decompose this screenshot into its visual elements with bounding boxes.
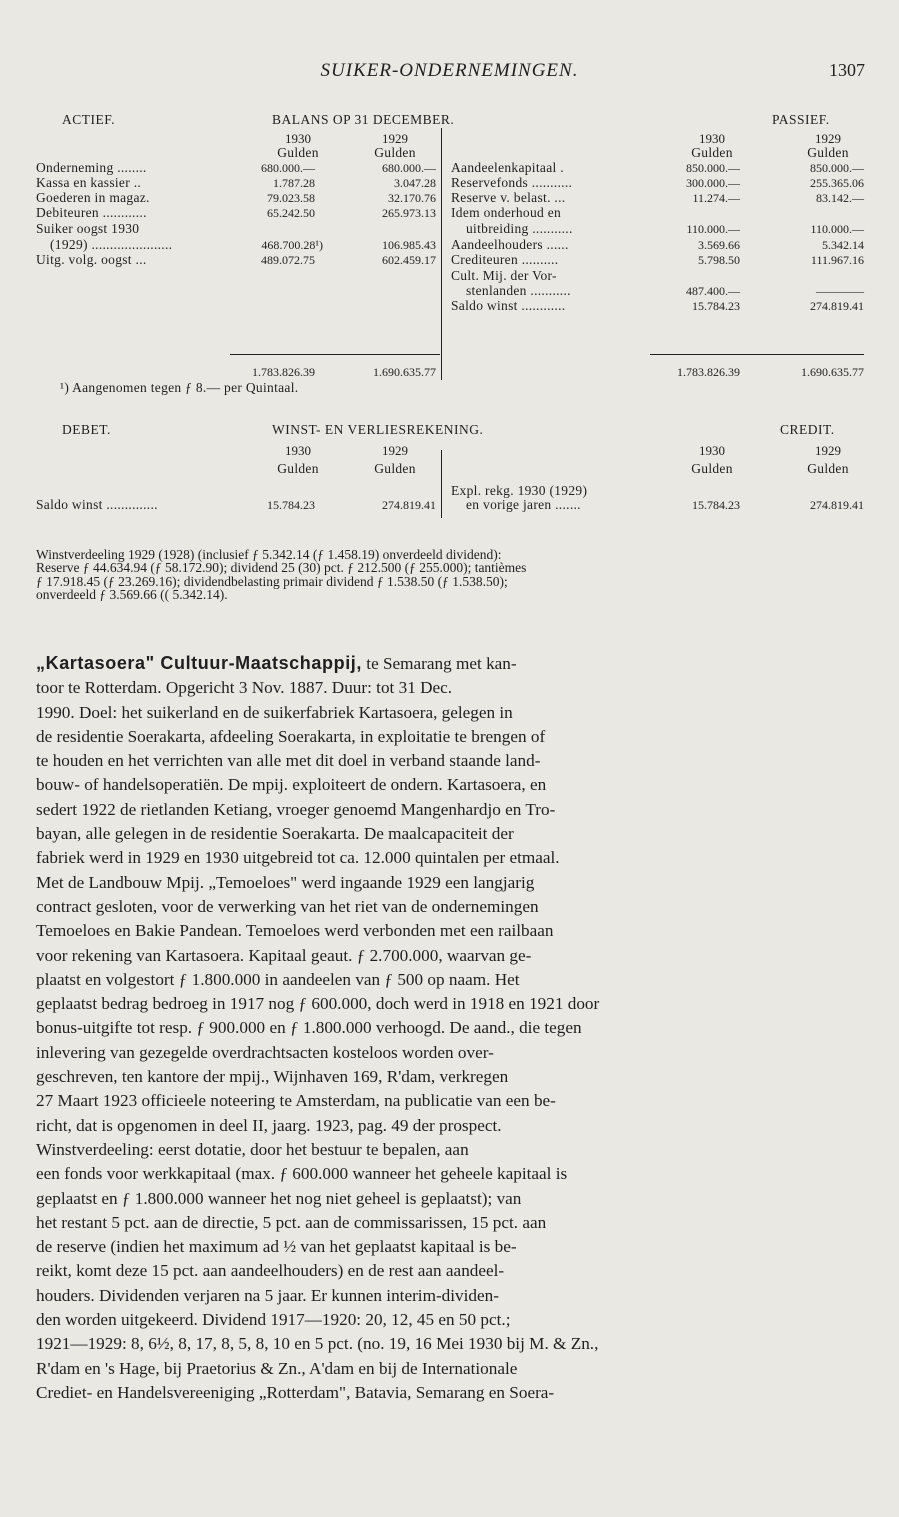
assets-total-1930: 1.783.826.39 bbox=[252, 365, 315, 379]
balance-divider bbox=[441, 128, 442, 380]
article-line: te houden en het verrichten van alle met dit doel in verband staande land- bbox=[36, 751, 541, 771]
article-line: toor te Rotterdam. Opgericht 3 Nov. 1887. Duur: tot 31 Dec. bbox=[36, 678, 453, 698]
assets-total-1929: 1.690.635.77 bbox=[373, 365, 436, 379]
liability-label: Cult. Mij. der Vor- bbox=[451, 268, 557, 283]
col-unit-right-2: Gulden bbox=[807, 145, 849, 160]
note-line: onverdeeld ƒ 3.569.66 (( 5.342.14). bbox=[36, 587, 228, 603]
pnl-title: WINST- EN VERLIESREKENING. bbox=[272, 422, 484, 437]
liability-1929: 850.000.— bbox=[810, 161, 864, 175]
liability-1929: 5.342.14 bbox=[822, 238, 864, 252]
asset-label: Uitg. volg. oogst ... bbox=[36, 252, 147, 267]
asset-label: Debiteuren ............ bbox=[36, 205, 147, 220]
liability-label: Reservefonds ........... bbox=[451, 175, 573, 190]
liability-label: Idem onderhoud en bbox=[451, 205, 562, 220]
article-line: bayan, alle gelegen in de residentie Soerakarta. De maalcapaciteit der bbox=[36, 824, 514, 844]
company-article bbox=[36, 651, 866, 1405]
asset-1930: 680.000.— bbox=[261, 161, 315, 175]
article-line: Winstverdeeling: eerst dotatie, door het bestuur te bepalen, aan bbox=[36, 1139, 469, 1159]
col-year-1930-left: 1930 bbox=[285, 131, 311, 146]
article-line: 1921—1929: 8, 6½, 8, 17, 8, 5, 8, 10 en 5 pct. (no. 19, 16 Mei 1930 bij M. & Zn., bbox=[36, 1334, 599, 1354]
asset-1929: 680.000.— bbox=[382, 161, 436, 175]
pnl-year-1930-right: 1930 bbox=[699, 443, 725, 458]
asset-label: Onderneming ........ bbox=[36, 160, 147, 175]
article-line: geschreven, ten kantore der mpij., Wijnhaven 169, R'dam, verkregen bbox=[36, 1067, 509, 1087]
actief-label: ACTIEF. bbox=[62, 112, 116, 127]
note-line: Winstverdeeling 1929 (1928) (inclusief ƒ 5.342.14 (ƒ 1.458.19) onverdeeld dividend): bbox=[36, 547, 502, 562]
pnl-unit: Gulden bbox=[277, 461, 319, 476]
debet-label: DEBET. bbox=[62, 422, 111, 437]
article-line: geplaatst en ƒ 1.800.000 wanneer het nog niet geheel is geplaatst); van bbox=[36, 1188, 522, 1208]
pnl-divider bbox=[441, 450, 442, 518]
note-line: Reserve ƒ 44.634.94 (ƒ 58.172.90); dividend 25 (30) pct. ƒ 212.500 (ƒ 255.000); tantièmes bbox=[36, 560, 527, 576]
passief-label: PASSIEF. bbox=[772, 112, 830, 127]
pnl-unit: Gulden bbox=[807, 461, 849, 476]
liability-1929: 274.819.41 bbox=[810, 299, 864, 313]
liability-1930: 110.000.— bbox=[686, 222, 740, 236]
pnl-unit: Gulden bbox=[374, 461, 416, 476]
asset-label: (1929) ...................... bbox=[50, 237, 173, 252]
assets-total-rule bbox=[230, 354, 440, 355]
pnl-debit-1930: 15.784.23 bbox=[267, 498, 315, 512]
asset-1930: 65.242.50 bbox=[267, 206, 315, 220]
article-line: Crediet- en Handelsvereeniging „Rotterdam", Batavia, Semarang en Soera- bbox=[36, 1382, 555, 1402]
pnl-debit-label: Saldo winst .............. bbox=[36, 497, 158, 512]
pnl-credit-1930: 15.784.23 bbox=[692, 498, 740, 512]
col-year-1929-left: 1929 bbox=[382, 131, 408, 146]
liability-label: Aandeelenkapitaal . bbox=[451, 160, 564, 175]
asset-1929: 3.047.28 bbox=[394, 176, 436, 190]
article-line: den worden uitgekeerd. Dividend 1917—1920: 20, 12, 45 en 50 pct.; bbox=[36, 1310, 511, 1330]
profit-distribution-notes bbox=[36, 548, 866, 602]
liability-1930: 3.569.66 bbox=[698, 238, 740, 252]
article-line: richt, dat is opgenomen in deel II, jaarg. 1923, pag. 49 der prospect. bbox=[36, 1115, 502, 1135]
col-unit-left-1: Gulden bbox=[277, 145, 319, 160]
balance-footnote: ¹) Aangenomen tegen ƒ 8.— per Quintaal. bbox=[60, 380, 299, 395]
asset-1929: 265.973.13 bbox=[382, 206, 436, 220]
running-head: SUIKER-ONDERNEMINGEN. bbox=[320, 60, 579, 81]
page-number: 1307 bbox=[829, 60, 865, 80]
article-line: plaatst en volgestort ƒ 1.800.000 in aandeelen van ƒ 500 op naam. Het bbox=[36, 969, 520, 989]
liability-1930: 11.274.— bbox=[692, 191, 740, 205]
col-year-1929-right: 1929 bbox=[815, 131, 841, 146]
article-line: contract gesloten, voor de verwerking van het riet van de ondernemingen bbox=[36, 896, 539, 916]
credit-label: CREDIT. bbox=[780, 422, 835, 437]
article-line: het restant 5 pct. aan de directie, 5 pct. aan de commissarissen, 15 pct. aan bbox=[36, 1212, 547, 1232]
article-line: de reserve (indien het maximum ad ½ van het geplaatst kapitaal is be- bbox=[36, 1237, 517, 1257]
liability-1930: 15.784.23 bbox=[692, 299, 740, 313]
liability-1929: 83.142.— bbox=[816, 191, 864, 205]
liability-label: uitbreiding ........... bbox=[466, 221, 573, 236]
asset-label: Goederen in magaz. bbox=[36, 190, 150, 205]
asset-1930: 79.023.58 bbox=[267, 191, 315, 205]
liability-1929: 111.967.16 bbox=[810, 253, 864, 267]
col-year-1930-right: 1930 bbox=[699, 131, 725, 146]
article-line: geplaatst bedrag bedroeg in 1917 nog ƒ 600.000, doch werd in 1918 en 1921 door bbox=[36, 994, 600, 1014]
liabilities-total-rule bbox=[650, 354, 864, 355]
asset-1930: 1.787.28 bbox=[273, 176, 315, 190]
pnl-year-1929-left: 1929 bbox=[382, 443, 408, 458]
article-line: voor rekening van Kartasoera. Kapitaal geaut. ƒ 2.700.000, waarvan ge- bbox=[36, 945, 532, 965]
article-line: fabriek werd in 1929 en 1930 uitgebreid tot ca. 12.000 quintalen per etmaal. bbox=[36, 848, 560, 868]
asset-1929: 32.170.76 bbox=[388, 191, 436, 205]
article-line: de residentie Soerakarta, afdeeling Soerakarta, in exploitatie te brengen of bbox=[36, 726, 546, 746]
article-line: 27 Maart 1923 officieele noteering te Amsterdam, na publicatie van een be- bbox=[36, 1091, 556, 1111]
article-line: inlevering van gezegelde overdrachtsacten kosteloos worden over- bbox=[36, 1042, 494, 1062]
liability-1929: 110.000.— bbox=[810, 222, 864, 236]
liability-label: Reserve v. belast. ... bbox=[451, 190, 566, 205]
article-line: een fonds voor werkkapitaal (max. ƒ 600.000 wanneer het geheele kapitaal is bbox=[36, 1164, 568, 1184]
col-unit-left-2: Gulden bbox=[374, 145, 416, 160]
pnl-credit-1929: 274.819.41 bbox=[810, 498, 864, 512]
liability-1929: ———— bbox=[816, 284, 864, 298]
liability-label: Aandeelhouders ...... bbox=[451, 237, 569, 252]
article-line: sedert 1922 de rietlanden Ketiang, vroeger genoemd Mangenhardjo en Tro- bbox=[36, 799, 556, 819]
asset-label: Kassa en kassier .. bbox=[36, 175, 142, 190]
pnl-debit-1929: 274.819.41 bbox=[382, 498, 436, 512]
article-line: Met de Landbouw Mpij. „Temoeloes" werd ingaande 1929 een langjarig bbox=[36, 872, 535, 892]
balance-title: BALANS OP 31 DECEMBER. bbox=[272, 112, 455, 127]
article-line: reikt, komt deze 15 pct. aan aandeelhouders) en de rest aan aandeel- bbox=[36, 1261, 505, 1281]
article-line: Temoeloes en Bakie Pandean. Temoeloes werd verbonden met een railbaan bbox=[36, 921, 554, 941]
liability-1930: 5.798.50 bbox=[698, 253, 740, 267]
col-unit-right-1: Gulden bbox=[691, 145, 733, 160]
article-line: bonus-uitgifte tot resp. ƒ 900.000 en ƒ 1.800.000 verhoogd. De aand., die tegen bbox=[36, 1018, 582, 1038]
company-name: „Kartasoera" Cultuur-Maatschappij, bbox=[36, 653, 362, 673]
liability-1930: 850.000.— bbox=[686, 161, 740, 175]
pnl-year-1929-right: 1929 bbox=[815, 443, 841, 458]
liability-1929: 255.365.06 bbox=[810, 176, 864, 190]
liability-1930: 487.400.— bbox=[686, 284, 740, 298]
liabilities-total-1930: 1.783.826.39 bbox=[677, 365, 740, 379]
liabilities-total-1929: 1.690.635.77 bbox=[801, 365, 864, 379]
liability-1930: 300.000.— bbox=[686, 176, 740, 190]
article-line: bouw- of handelsoperatiën. De mpij. exploiteert de ondern. Kartasoera, en bbox=[36, 775, 547, 795]
asset-1930: 468.700.28¹) bbox=[261, 238, 323, 252]
liability-label: stenlanden ........... bbox=[466, 283, 571, 298]
article-line: houders. Dividenden verjaren na 5 jaar. Er kunnen interim-dividen- bbox=[36, 1285, 499, 1305]
article-line: R'dam en 's Hage, bij Praetorius & Zn., A'dam en bij de Internationale bbox=[36, 1358, 518, 1378]
note-line: ƒ 17.918.45 (ƒ 23.269.16); dividendbelasting primair dividend ƒ 1.538.50 (ƒ 1.538.50); bbox=[36, 573, 508, 589]
pnl-unit: Gulden bbox=[691, 461, 733, 476]
asset-1929: 106.985.43 bbox=[382, 238, 436, 252]
article-line: 1990. Doel: het suikerland en de suikerfabriek Kartasoera, gelegen in bbox=[36, 702, 513, 722]
asset-1929: 602.459.17 bbox=[382, 253, 436, 267]
pnl-credit-line2: en vorige jaren ....... bbox=[466, 497, 581, 512]
liability-label: Crediteuren .......... bbox=[451, 252, 559, 267]
asset-1930: 489.072.75 bbox=[261, 253, 315, 267]
pnl-credit-line1: Expl. rekg. 1930 (1929) bbox=[451, 483, 588, 498]
article-line: „Kartasoera" Cultuur-Maatschappij, te Semarang met kan- bbox=[36, 653, 517, 673]
pnl-year-1930-left: 1930 bbox=[285, 443, 311, 458]
asset-label: Suiker oogst 1930 bbox=[36, 221, 140, 236]
liability-label: Saldo winst ............ bbox=[451, 298, 566, 313]
